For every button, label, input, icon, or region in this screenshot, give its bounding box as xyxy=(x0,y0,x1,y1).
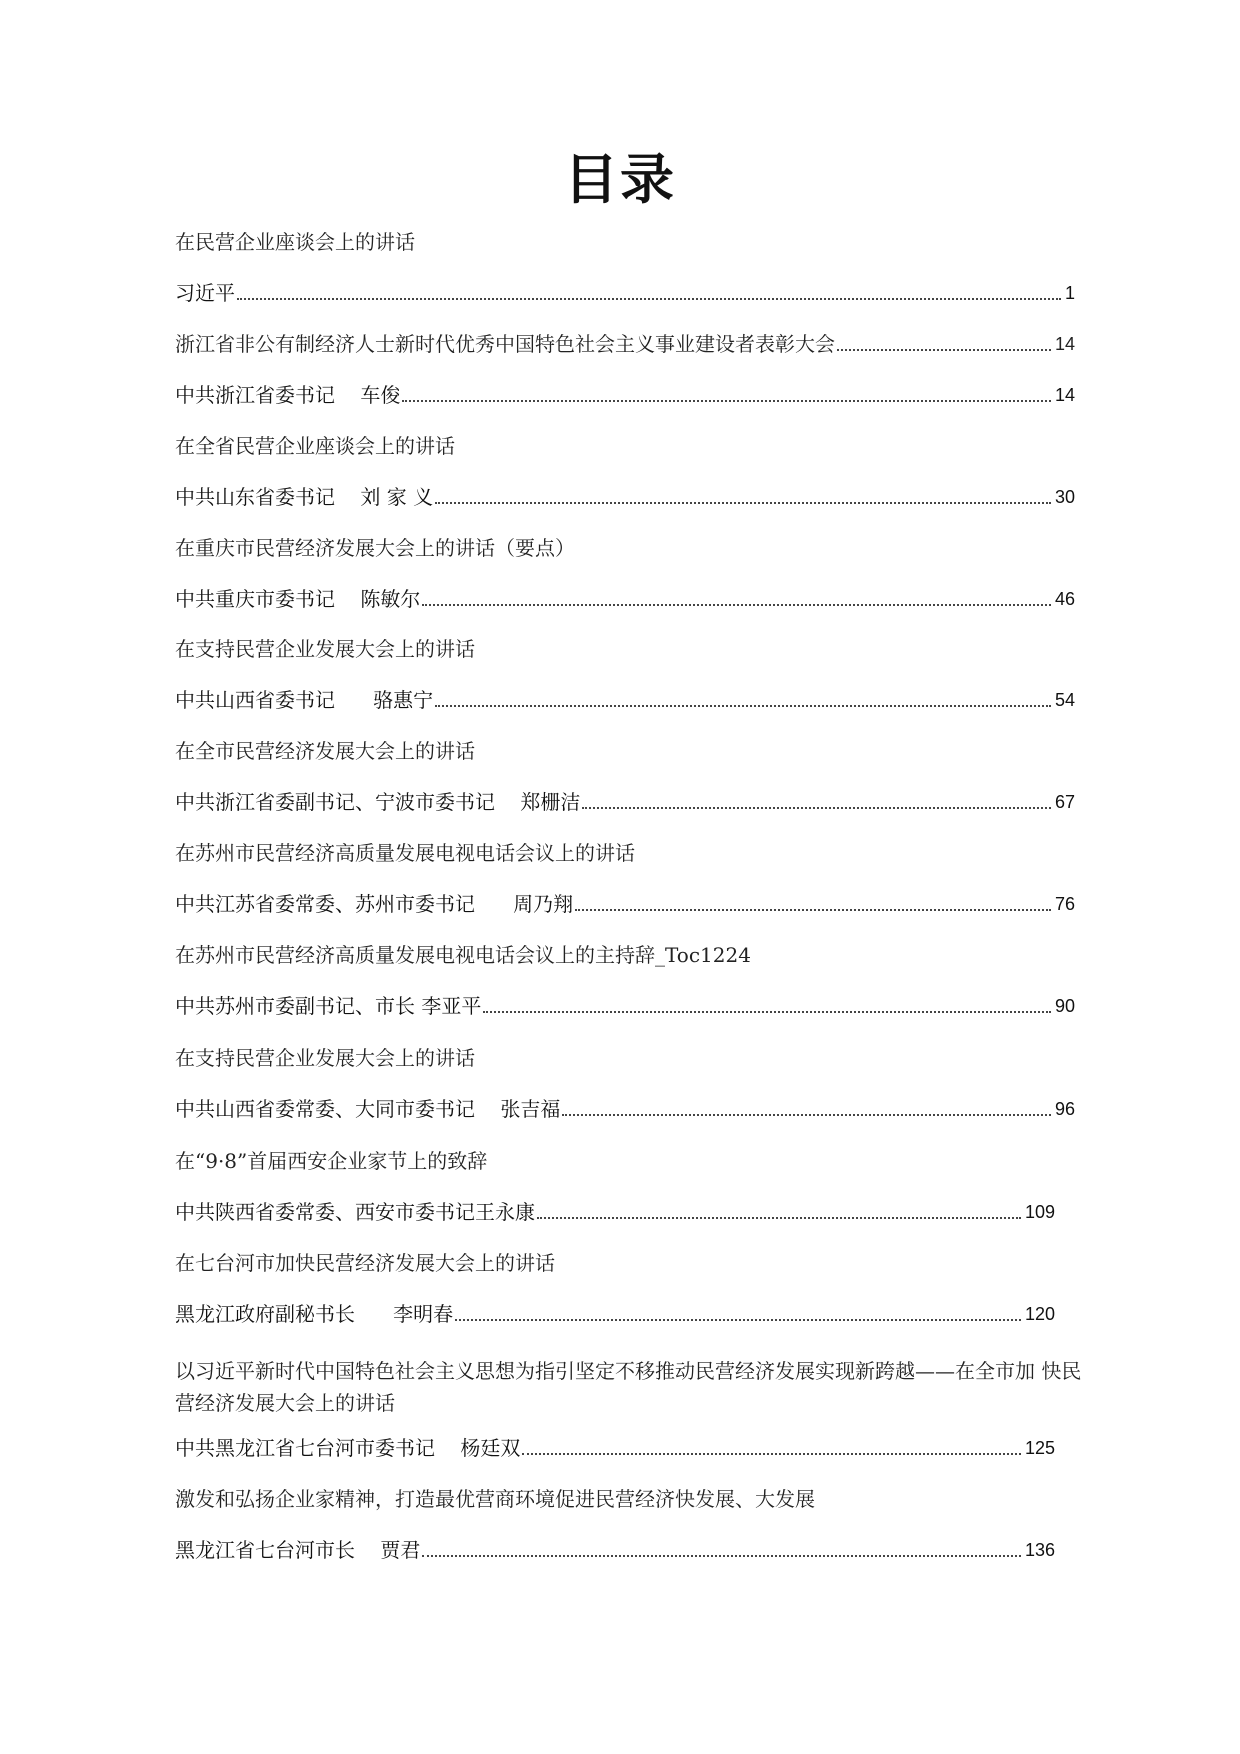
toc-page-number: 14 xyxy=(1054,334,1075,354)
toc-speaker: 中共苏州市委副书记、市长 李亚平 xyxy=(175,994,482,1018)
toc-page-number: 96 xyxy=(1054,1099,1075,1119)
toc-speaker: 中共浙江省委书记 车俊 xyxy=(175,383,401,407)
dot-leader xyxy=(455,1318,1021,1321)
toc-speaker: 中共浙江省委副书记、宁波市委书记 郑栅洁 xyxy=(175,790,581,814)
toc-speaker: 中共江苏省委常委、苏州市委书记 周乃翔 xyxy=(175,892,574,916)
toc-entry[interactable] xyxy=(175,483,1075,511)
page-title: 目录 xyxy=(564,148,676,211)
dot-leader xyxy=(237,297,1061,300)
dot-leader xyxy=(522,1452,1021,1455)
toc-page-number: 109 xyxy=(1024,1202,1055,1222)
toc-speaker: 中共山西省委常委、大同市委书记 张吉福 xyxy=(175,1097,561,1121)
toc-speech-title: 在支持民营企业发展大会上的讲话 xyxy=(175,1046,475,1070)
dot-leader xyxy=(422,1554,1021,1557)
toc-page-number: 67 xyxy=(1054,792,1075,812)
dot-leader xyxy=(837,348,1051,351)
toc-page-number: 46 xyxy=(1054,589,1075,609)
toc-speech-title: 在苏州市民营经济高质量发展电视电话会议上的主持辞_Toc1224 xyxy=(175,943,751,967)
toc-page-number: 14 xyxy=(1054,385,1075,405)
dot-leader xyxy=(483,1010,1051,1013)
toc-speech-title: 在全省民营企业座谈会上的讲话 xyxy=(175,434,455,458)
dot-leader xyxy=(435,501,1051,504)
toc-speaker: 习近平 xyxy=(175,281,235,305)
toc-entry[interactable] xyxy=(175,1300,1055,1328)
dot-leader xyxy=(402,399,1051,402)
toc-page-number: 125 xyxy=(1024,1438,1055,1458)
toc-page-number: 136 xyxy=(1024,1540,1055,1560)
toc-page-number: 90 xyxy=(1054,996,1075,1016)
dot-leader xyxy=(537,1216,1021,1219)
toc-page-number: 76 xyxy=(1054,894,1075,914)
dot-leader xyxy=(575,908,1051,911)
toc-page-number: 120 xyxy=(1024,1304,1055,1324)
toc-entry[interactable] xyxy=(175,1536,1055,1564)
toc-speaker: 中共山东省委书记 刘 家 义 xyxy=(175,485,434,509)
toc-page-number: 30 xyxy=(1054,487,1075,507)
toc-page-number: 54 xyxy=(1054,690,1075,710)
toc-speech-title: 以习近平新时代中国特色社会主义思想为指引坚定不移推动民营经济发展实现新跨越——在全市加 快民营经济发展大会上的讲话 xyxy=(175,1359,1082,1415)
toc-speech-title: 在重庆市民营经济发展大会上的讲话（要点） xyxy=(175,536,575,560)
toc-speech-title: 激发和弘扬企业家精神，打造最优营商环境促进民营经济快发展、大发展 xyxy=(175,1487,815,1511)
toc-speaker: 中共陕西省委常委、西安市委书记王永康 xyxy=(175,1200,535,1224)
toc-speech-title: 在七台河市加快民营经济发展大会上的讲话 xyxy=(175,1251,555,1275)
dot-leader xyxy=(582,806,1051,809)
toc-entry[interactable] xyxy=(175,1095,1075,1123)
toc-speech-title: 浙江省非公有制经济人士新时代优秀中国特色社会主义事业建设者表彰大会 xyxy=(175,332,835,356)
toc-entry[interactable] xyxy=(175,330,1075,358)
toc-speaker: 中共黑龙江省七台河市委书记 杨廷双 xyxy=(175,1436,521,1460)
toc-page-number: 1 xyxy=(1064,283,1075,303)
toc-speech-title: 在苏州市民营经济高质量发展电视电话会议上的讲话 xyxy=(175,841,635,865)
toc-speech-title: 在“9·8”首届西安企业家节上的致辞 xyxy=(175,1149,488,1173)
toc-speech-title: 在支持民营企业发展大会上的讲话 xyxy=(175,637,475,661)
toc-entry[interactable] xyxy=(175,890,1075,918)
dot-leader xyxy=(562,1113,1051,1116)
toc-entry[interactable] xyxy=(175,585,1075,613)
toc-entry[interactable] xyxy=(175,992,1075,1020)
toc-entry[interactable] xyxy=(175,686,1075,714)
toc-entry[interactable] xyxy=(175,381,1075,409)
toc-entry[interactable] xyxy=(175,279,1075,307)
dot-leader xyxy=(422,603,1051,606)
toc-entry[interactable] xyxy=(175,788,1075,816)
toc-speaker: 黑龙江政府副秘书长 李明春 xyxy=(175,1302,454,1326)
dot-leader xyxy=(435,704,1051,707)
toc-entry[interactable] xyxy=(175,1198,1055,1226)
toc-speaker: 中共重庆市委书记 陈敏尔 xyxy=(175,587,421,611)
toc-speech-title: 在全市民营经济发展大会上的讲话 xyxy=(175,739,475,763)
toc-entry[interactable] xyxy=(175,1434,1055,1462)
toc-speech-title: 在民营企业座谈会上的讲话 xyxy=(175,230,415,254)
toc-speaker: 黑龙江省七台河市长 贾君 xyxy=(175,1538,421,1562)
toc-speaker: 中共山西省委书记 骆惠宁 xyxy=(175,688,434,712)
